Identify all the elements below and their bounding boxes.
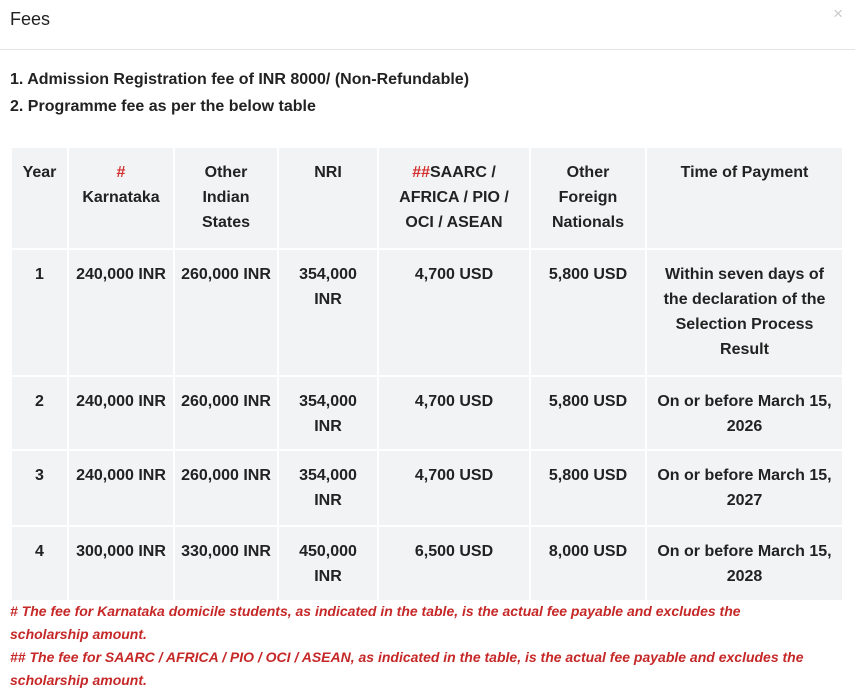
- cell-year: 3: [11, 450, 68, 526]
- cell-time: On or before March 15, 2027: [646, 450, 843, 526]
- table-row: [11, 376, 843, 450]
- header-karnataka: [68, 147, 174, 249]
- header-saarc: [378, 147, 530, 249]
- modal-header: [0, 0, 855, 50]
- table-row: [11, 450, 843, 526]
- table-header-row: [11, 147, 843, 249]
- modal-title: Fees: [10, 9, 51, 29]
- header-nri: NRI: [278, 147, 378, 249]
- cell-time: Within seven days of the declaration of the Selection Process Result: [646, 249, 843, 376]
- close-icon[interactable]: ×: [833, 4, 843, 23]
- header-other-indian-states: Other Indian States: [174, 147, 278, 249]
- saarc-fee-note: ## The fee for SAARC / AFRICA / PIO / OCI / ASEAN, as indicated in the table, is the actual fee payable and excludes the scholarship amount.: [10, 649, 804, 688]
- cell-saarc: 4,700 USD: [378, 249, 530, 376]
- cell-nri: 354,000 INR: [278, 450, 378, 526]
- cell-karnataka: 240,000 INR: [68, 376, 174, 450]
- fee-notes: [10, 600, 810, 692]
- header-karnataka-label: Karnataka: [82, 189, 160, 206]
- cell-time: On or before March 15, 2026: [646, 376, 843, 450]
- header-time-of-payment: Time of Payment: [646, 147, 843, 249]
- fee-table: [10, 146, 844, 602]
- cell-foreign: 5,800 USD: [530, 450, 646, 526]
- cell-time: On or before March 15, 2028: [646, 526, 843, 601]
- cell-other-indian: 260,000 INR: [174, 376, 278, 450]
- karnataka-mark: #: [116, 164, 126, 181]
- cell-other-indian: 330,000 INR: [174, 526, 278, 601]
- cell-nri: 450,000 INR: [278, 526, 378, 601]
- header-year: Year: [11, 147, 68, 249]
- cell-year: 1: [11, 249, 68, 376]
- cell-karnataka: 240,000 INR: [68, 450, 174, 526]
- cell-karnataka: 240,000 INR: [68, 249, 174, 376]
- header-saarc-label: SAARC / AFRICA / PIO / OCI / ASEAN: [399, 164, 509, 231]
- cell-foreign: 8,000 USD: [530, 526, 646, 601]
- cell-saarc: 6,500 USD: [378, 526, 530, 601]
- table-row: [11, 526, 843, 601]
- cell-foreign: 5,800 USD: [530, 249, 646, 376]
- cell-saarc: 4,700 USD: [378, 376, 530, 450]
- cell-year: 2: [11, 376, 68, 450]
- intro-text: [10, 66, 842, 120]
- cell-foreign: 5,800 USD: [530, 376, 646, 450]
- cell-other-indian: 260,000 INR: [174, 450, 278, 526]
- cell-saarc: 4,700 USD: [378, 450, 530, 526]
- cell-karnataka: 300,000 INR: [68, 526, 174, 601]
- saarc-mark: ##: [412, 164, 430, 181]
- cell-nri: 354,000 INR: [278, 249, 378, 376]
- karnataka-fee-note: # The fee for Karnataka domicile students, as indicated in the table, is the actual fee payable and excludes the scholarship amount.: [10, 603, 741, 642]
- cell-year: 4: [11, 526, 68, 601]
- table-row: [11, 249, 843, 376]
- header-other-foreign: Other Foreign Nationals: [530, 147, 646, 249]
- registration-fee-line: 1. Admission Registration fee of INR 8000/ (Non-Refundable): [10, 71, 470, 88]
- cell-nri: 354,000 INR: [278, 376, 378, 450]
- programme-fee-line: 2. Programme fee as per the below table: [10, 98, 316, 115]
- cell-other-indian: 260,000 INR: [174, 249, 278, 376]
